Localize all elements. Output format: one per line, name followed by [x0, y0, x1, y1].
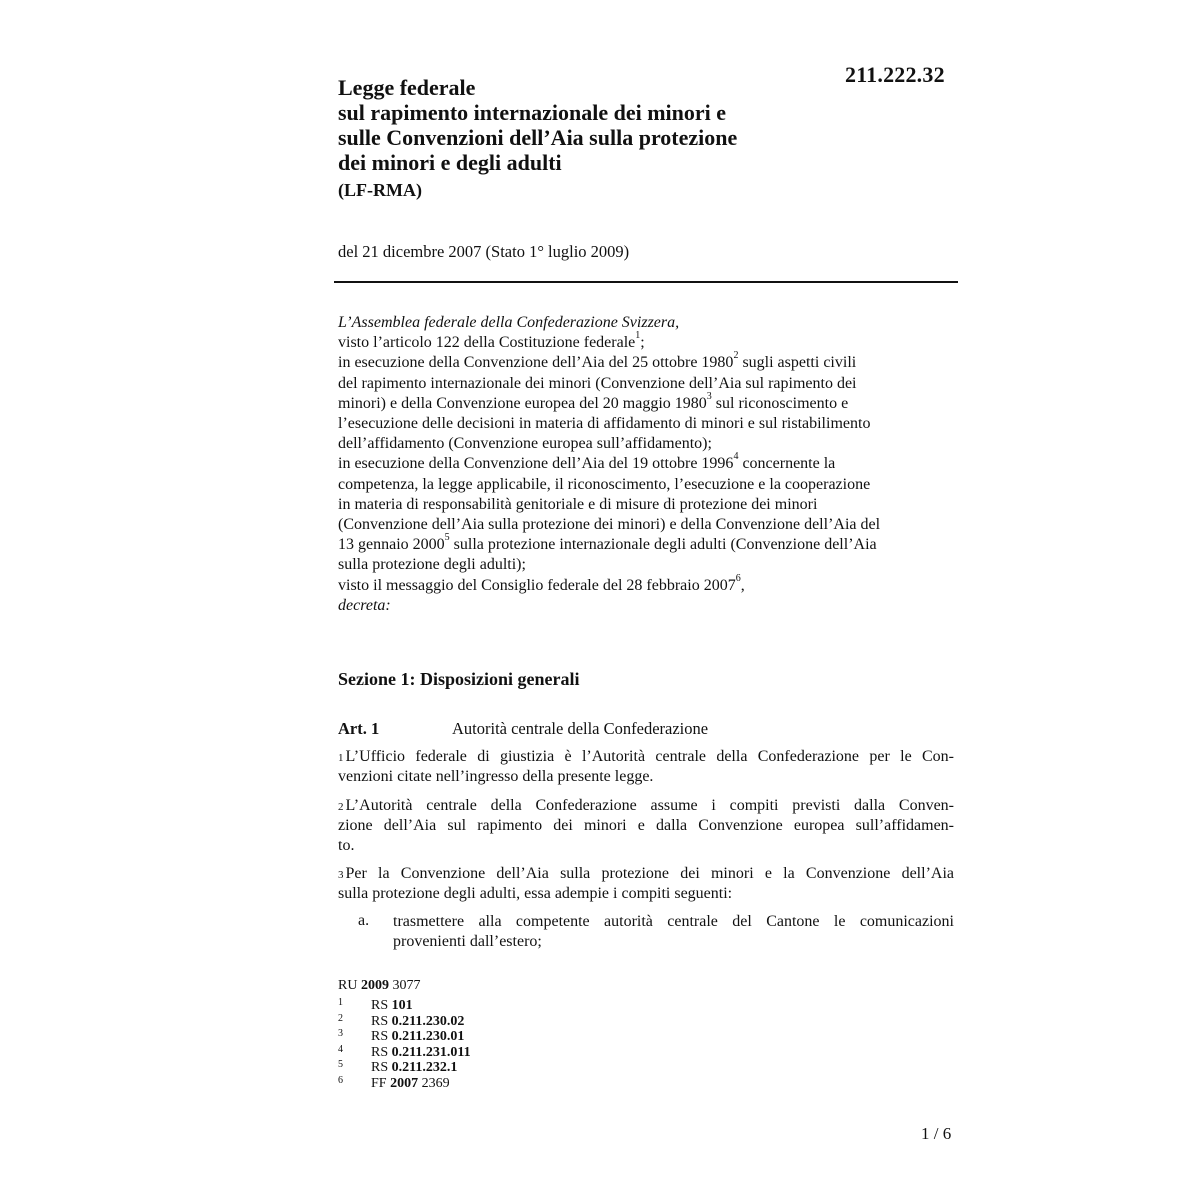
article-paragraph-3: [338, 864, 954, 904]
footnote-link[interactable]: 0.211.232.1: [391, 1060, 458, 1075]
paragraph-line: zione dell’Aia sul rapimento dei minori e dalla Convenzione europea sull’affidamen-: [338, 817, 954, 834]
preamble-line: (Convenzione dell’Aia sulla protezione dei minori) e della Convenzione dell’Aia del: [338, 516, 881, 534]
page-number: 1 / 6: [921, 1124, 952, 1143]
article-paragraph-1: [338, 747, 954, 787]
footnote-ref[interactable]: 2: [733, 350, 739, 362]
header-divider: [334, 281, 958, 283]
title-line: Legge federale: [338, 75, 476, 100]
article-paragraph-2: [338, 796, 954, 856]
footnote-number: 5: [338, 1059, 343, 1070]
preamble-line: minori) e della Convenzione europea del 20 maggio 1980$^3$ sul riconoscimento e: [338, 390, 849, 412]
article-title: Autorità centrale della Confederazione: [452, 719, 709, 738]
preamble-line: visto il messaggio del Consiglio federale del 28 febbraio 2007$^6$,: [338, 572, 745, 594]
preamble-line: in esecuzione della Convenzione dell’Aia del 25 ottobre 1980$^2$ sugli aspetti civili: [338, 350, 857, 372]
footnote-link[interactable]: 0.211.230.02: [391, 1013, 465, 1029]
title-line: sul rapimento internazionale dei minori e: [338, 100, 727, 125]
footnote-number: 2: [338, 1012, 343, 1024]
footnote-ref[interactable]: 4: [733, 451, 739, 463]
title-line: sulle Convenzioni dell’Aia sulla protezione: [338, 125, 738, 150]
paragraph-line: $^1$ L’Ufficio federale di giustizia è l’Autorità centrale della Confederazione per le Con-: [338, 748, 954, 765]
preamble: [338, 313, 958, 616]
list-item-line: trasmettere alla competente autorità centrale del Cantone le comunicazioni: [393, 913, 954, 930]
preamble-line: competenza, la legge applicabile, il riconoscimento, l’esecuzione e la cooperazione: [338, 475, 871, 493]
footnote-link[interactable]: 101: [391, 998, 413, 1013]
paragraph-line: $^3$ Per la Convenzione dell’Aia sulla protezione dei minori e la Convenzione dell’Aia: [338, 865, 954, 882]
paragraph-number: 2: [338, 801, 344, 813]
footnote-ref[interactable]: 5: [444, 532, 450, 544]
paragraph-line: sulla protezione degli adulti, essa adempie i compiti seguenti:: [338, 885, 733, 902]
footnote-number: 4: [338, 1043, 343, 1055]
preamble-line: 13 gennaio 2000$^5$ sulla protezione internazionale degli adulti (Convenzione dell’Aia: [338, 532, 877, 554]
document-number: 211.222.32: [845, 62, 945, 87]
paragraph-number: 1: [338, 752, 344, 764]
law-title: [338, 75, 858, 175]
list-item-letter: a.: [358, 912, 370, 929]
footnote-number: 3: [338, 1028, 343, 1039]
footnote-link[interactable]: 0.211.230.01: [391, 1029, 465, 1044]
title-line: dei minori e degli adulti: [338, 150, 562, 175]
list-item-line: provenienti dall’estero;: [393, 933, 542, 950]
article-number: Art. 1: [338, 719, 380, 738]
list-item: [393, 912, 954, 952]
section-heading: Sezione 1: Disposizioni generali: [338, 669, 580, 689]
preamble-line: sulla protezione degli adulti);: [338, 556, 526, 574]
footnote-link[interactable]: 0.211.231.011: [391, 1044, 471, 1060]
preamble-line: in esecuzione della Convenzione dell’Aia del 19 ottobre 1996$^4$ concernente la: [338, 451, 836, 473]
preamble-intro: L’Assemblea federale della Confederazione Svizzera,: [338, 314, 680, 331]
paragraph-line: to.: [338, 837, 355, 854]
footnote-link[interactable]: 2007: [390, 1075, 419, 1091]
preamble-line: l’esecuzione delle decisioni in materia di affidamento di minori e sul ristabilimento: [338, 415, 871, 433]
footnote-ref[interactable]: 6: [735, 572, 741, 584]
preamble-line: visto l’articolo 122 della Costituzione federale$^1$;: [338, 330, 645, 352]
preamble-line: dell’affidamento (Convenzione europea sull’affidamento);: [338, 435, 712, 453]
footnote-number: 1: [338, 997, 343, 1008]
preamble-closing: decreta:: [338, 596, 391, 614]
law-date: del 21 dicembre 2007 (Stato 1° luglio 2009): [338, 242, 630, 261]
footnote-ref[interactable]: 1: [635, 330, 641, 342]
footnote-number: 6: [338, 1074, 343, 1086]
preamble-line: del rapimento internazionale dei minori (Convenzione dell’Aia sul rapimento dei: [338, 374, 857, 392]
footnote-ref[interactable]: 3: [706, 390, 712, 402]
paragraph-number: 3: [338, 869, 344, 881]
preamble-line: in materia di responsabilità genitoriale e di misure di protezione dei minori: [338, 495, 818, 513]
law-abbreviation: (LF-RMA): [338, 180, 422, 200]
paragraph-line: $^2$ L’Autorità centrale della Confederazione assume i compiti previsti dalla Conven-: [338, 797, 954, 814]
paragraph-line: venzioni citate nell’ingresso della presente legge.: [338, 768, 654, 785]
official-collection-ref: RU 2009 3077: [338, 978, 421, 993]
